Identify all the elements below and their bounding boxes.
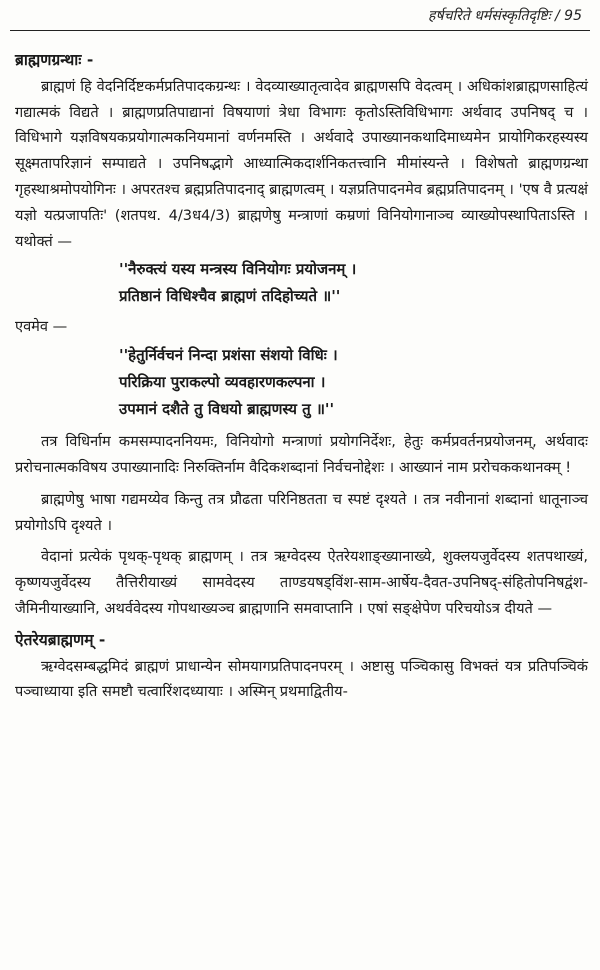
verse-line: ''हेतुर्निर्वचनं निन्दा प्रशंसा संशयो विधिः ।	[119, 346, 338, 365]
verse-line: परिक्रिया पुराकल्पो व्यवहारणकल्पना ।	[119, 373, 326, 392]
paragraph: तत्र विधिर्नाम कमसम्पादननियमः, विनियोगो मन्त्राणां प्रयोगनिर्देशः, हेतुः कर्मप्रवर्तनप्रयोजनम्, अर्थवादः प्ररोचनात्मकविषय उपाख्यानादिः निरुक्तिर्नाम वैदिकशब्दानां निर्वचनोद्देशः । आख्यानं नाम प्ररोचककथानक्म् !	[15, 433, 588, 476]
verse-block	[15, 256, 588, 310]
page-body	[15, 48, 588, 705]
section-heading-aitareya: ऐतरेयब्राह्मणम् -	[15, 630, 106, 649]
verse-block	[15, 342, 588, 423]
section-heading-brahmana-granthah: ब्राह्मणग्रन्थाः -	[15, 51, 94, 69]
paragraph: ब्राह्मणेषु भाषा गद्यमय्येव किन्तु तत्र प्रौढता परिनिष्ठतता च स्पष्टं दृश्यते । तत्र नवीनानां शब्दानां धातूनाञ्च प्रयोगोऽपि दृश्यते ।	[15, 490, 588, 534]
verse-line: उपमानं दशैते तु विधयो ब्राह्मणस्य तु ॥''	[119, 400, 335, 419]
verse-line: प्रतिष्ठानं विधिश्चैव ब्राह्मणं तदिहोच्यते ॥''	[119, 287, 341, 306]
header-rule	[10, 30, 590, 31]
running-head: हर्षचरिते धर्मसंस्कृतिदृष्टिः / 95	[428, 8, 582, 24]
verse-line: ''नैरुक्त्यं यस्य मन्त्रस्य विनियोगः प्रयोजनम् ।	[119, 260, 357, 279]
paragraph: ब्राह्मणं हि वेदनिर्दिष्टकर्मप्रतिपादकग्रन्थः । वेदव्याख्यातृत्वादेव ब्राह्मणसपि वेदत्वम् । अधिकांशब्राह्मणसाहित्यं गद्यात्मकं विद्यते । ब्राह्मणप्रतिपाद्यानां विषयाणां त्रेधा विभागः कृतोऽस्तिविधिभागः अर्थवाद उपनिषद् च । विधिभागे यज्ञविषयकप्रयोगात्मकनियमानां वर्णनमस्ति । अर्थवादे उपाख्यानकथादिमाध्यमेन प्रायोगिकरहस्यस्य सूक्ष्मतापरिज्ञानं सम्पाद्यते । उपनिषद्भागे आध्यात्मिकदार्शनिकतत्त्वानि मीमांस्यन्ते । विशेषतो ब्राह्मणग्रन्था गृहस्थाश्रमोपयोगिनः । अपरतश्च ब्रह्मप्रतिपादनाद् ब्राह्मणत्वम् । यज्ञप्रतिपादनमेव ब्रह्मप्रतिपादनम् । 'एष वै प्रत्यक्षं यज्ञो यत्प्रजापतिः' (शतपथ. 4/3ध4/3) ब्राह्मणेषु मन्त्राणां कम्रणां विनियोगानाञ्च व्याख्योपस्थापिताऽस्ति । यथोक्तं —	[15, 77, 588, 250]
paragraph: ऋग्वेदसम्बद्धमिदं ब्राह्मणं प्राधान्येन सोमयागप्रतिपादनपरम् । अष्टासु पञ्चिकासु विभक्तं यत्र प्रतिपञ्चिकं पञ्चाध्याया इति समष्टौ चत्वारिंशदध्यायाः । अस्मिन् प्रथमाद्वितीय-	[15, 657, 588, 701]
evameva-text: एवमेव —	[15, 318, 68, 336]
paragraph: वेदानां प्रत्येकं पृथक्-पृथक् ब्राह्मणम् । तत्र ऋग्वेदस्य ऐतरेयशाङ्ख्यानाख्ये, शुक्लयजुर्वेदस्य शतपथाख्यं, कृष्णयजुर्वेदस्य तैत्तिरीयाख्यं सामवेदस्य ताण्डयषड्विंश-साम-आर्षेय-दैवत-उपनिषद्-संहितोपनिषद्वंश-जैमिनीयाख्यानि, अथर्ववेदस्य गोपथाख्यञ्च ब्राह्मणानि समवाप्तानि । एषां सङ्क्षेपेण परिचयोऽत्र दीयते —	[15, 548, 588, 617]
